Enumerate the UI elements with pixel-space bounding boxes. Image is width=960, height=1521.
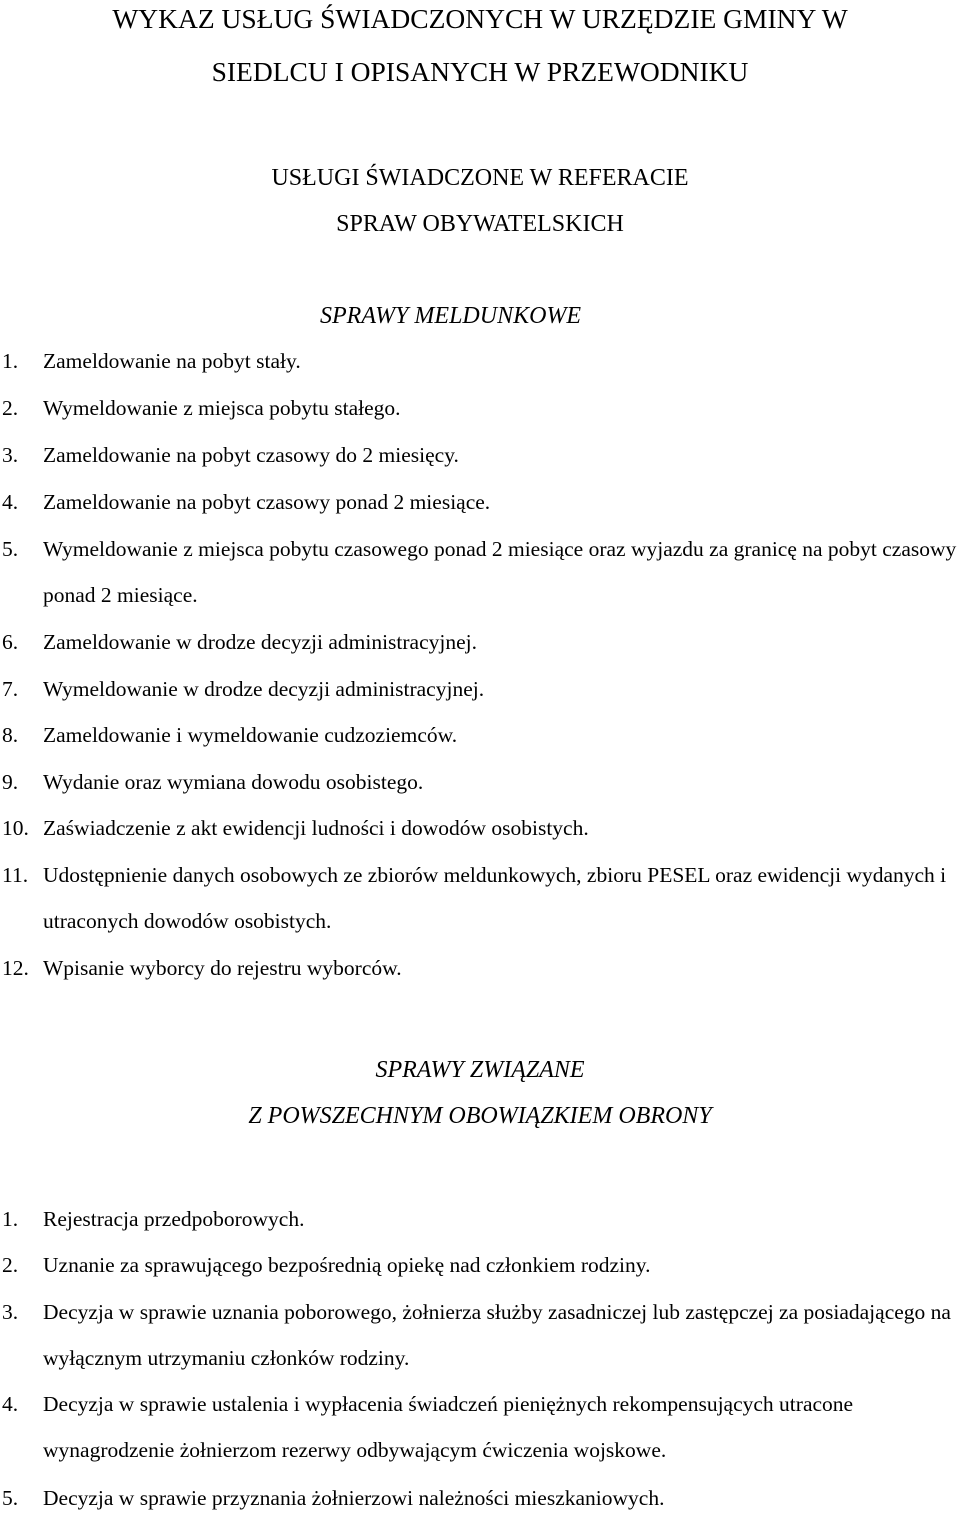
list-item (0, 945, 960, 991)
item-number: 6. (2, 630, 19, 654)
item-text: Decyzja w sprawie uznania poborowego, żołnierza służby zasadniczej lub zastępczej za posiadającego na wyłącznym utrzymaniu członków rodziny. (43, 1300, 951, 1370)
list-item (0, 666, 960, 712)
item-text: Zameldowanie w drodze decyzji administracyjnej. (43, 630, 478, 654)
document-title-line-2: SIEDLCU I OPISANYCH W PRZEWODNIKU (211, 56, 749, 87)
item-number: 10. (2, 816, 29, 840)
department-heading-line-2: SPRAW OBYWATELSKICH (336, 211, 624, 237)
item-text: Wymeldowanie z miejsca pobytu czasowego ponad 2 miesiące oraz wyjazdu za granicę na pobyt czasowy ponad 2 miesiące. (43, 537, 957, 607)
list-item (0, 805, 960, 851)
list-item (0, 1381, 960, 1473)
item-number: 4. (2, 1392, 19, 1416)
list-item (0, 1196, 960, 1242)
item-number: 1. (2, 1207, 19, 1231)
item-number: 11. (2, 863, 29, 887)
item-number: 5. (2, 1486, 19, 1510)
list-item (0, 852, 960, 944)
item-number: 12. (2, 956, 29, 980)
list-item (0, 432, 960, 478)
item-text: Udostępnienie danych osobowych ze zbiorów meldunkowych, zbioru PESEL oraz ewidencji wydanych i utraconych dowodów osobistych. (43, 863, 947, 933)
item-text: Wydanie oraz wymiana dowodu osobistego. (43, 770, 424, 794)
item-number: 8. (2, 723, 19, 747)
document-title-line-1: WYKAZ USŁUG ŚWIADCZONYCH W URZĘDZIE GMINY W (112, 3, 848, 34)
item-text: Zameldowanie na pobyt stały. (43, 349, 301, 373)
item-number: 9. (2, 770, 19, 794)
item-number: 3. (2, 443, 19, 467)
item-number: 5. (2, 537, 19, 561)
item-text: Wpisanie wyborcy do rejestru wyborców. (43, 956, 402, 980)
item-number: 4. (2, 490, 19, 514)
item-text: Zameldowanie na pobyt czasowy do 2 miesięcy. (43, 443, 459, 467)
item-number: 7. (2, 677, 19, 701)
item-text: Decyzja w sprawie przyznania żołnierzowi należności mieszkaniowych. (43, 1486, 665, 1510)
list-item (0, 759, 960, 805)
item-text: Decyzja w sprawie ustalenia i wypłacenia świadczeń pieniężnych rekompensujących utracone wynagrodzenie żołnierzom rezerwy odbywającym ćwiczenia wojskowe. (43, 1392, 854, 1462)
list-item (0, 1242, 960, 1288)
list-item (0, 712, 960, 758)
list-item (0, 1289, 960, 1381)
list-item (0, 479, 960, 525)
list-item (0, 526, 960, 618)
list-item (0, 385, 960, 431)
department-heading-line-1: USŁUGI ŚWIADCZONE W REFERACIE (271, 165, 689, 191)
item-text: Zameldowanie na pobyt czasowy ponad 2 miesiące. (43, 490, 491, 514)
list-item (0, 619, 960, 665)
item-text: Rejestracja przedpoborowych. (43, 1207, 305, 1231)
list-item (0, 338, 960, 384)
item-number: 3. (2, 1300, 19, 1324)
section-heading-defense-line-2: Z POWSZECHNYM OBOWIĄZKIEM OBRONY (248, 1103, 712, 1129)
item-number: 2. (2, 396, 19, 420)
section-heading-defense-line-1: SPRAWY ZWIĄZANE (375, 1057, 585, 1083)
item-text: Wymeldowanie z miejsca pobytu stałego. (43, 396, 401, 420)
section-heading-registration: SPRAWY MELDUNKOWE (320, 303, 582, 329)
list-item (0, 1475, 960, 1521)
item-number: 1. (2, 349, 19, 373)
item-text: Zaświadczenie z akt ewidencji ludności i dowodów osobistych. (43, 816, 589, 840)
item-number: 2. (2, 1253, 19, 1277)
item-text: Wymeldowanie w drodze decyzji administracyjnej. (43, 677, 485, 701)
item-text: Zameldowanie i wymeldowanie cudzoziemców. (43, 723, 458, 747)
item-text: Uznanie za sprawującego bezpośrednią opiekę nad członkiem rodziny. (43, 1253, 651, 1277)
